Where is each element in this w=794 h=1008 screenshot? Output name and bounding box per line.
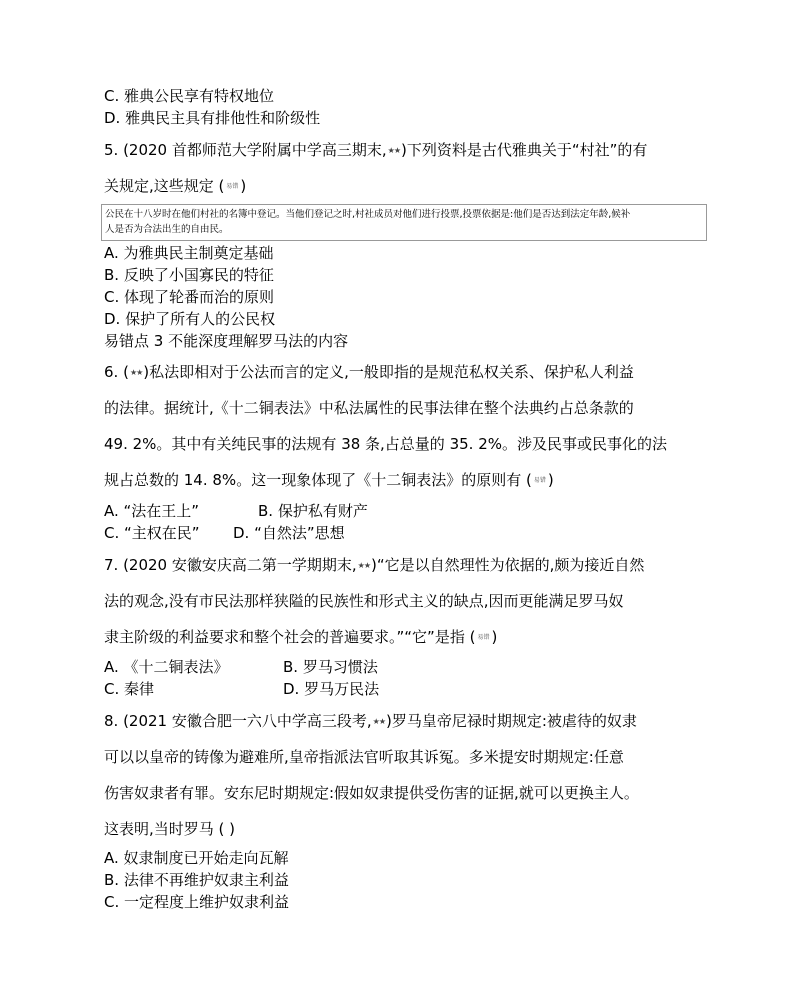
q7-stem-line-3: 隶主阶级的利益要求和整个社会的普遍要求。”“它”是指 ( 易错 ) [104,628,498,646]
difficulty-mark-icon: ★★ [372,716,385,726]
q5-option-a: A. 为雅典民主制奠定基础 [104,244,274,262]
q5-stem-line-2: 关规定,这些规定 ( 易错 ) [104,177,247,195]
q6-option-a: A. “法在王上” [104,502,200,520]
q5-source-line-2: 人是否为合法出生的自由民。 [105,224,229,235]
q6-stem-line-1: 6. (★★)私法即相对于公法而言的定义,一般即指的是规范私权关系、保护私人利益 [104,363,634,381]
q8-option-b: B. 法律不再维护奴隶主利益 [104,871,289,889]
q8-stem-line-3: 伤害奴隶者有罪。安东尼时期规定:假如奴隶提供受伤害的证据,就可以更换主人。 [104,784,639,802]
q8-stem-line-2: 可以以皇帝的铸像为避难所,皇帝指派法官听取其诉冤。多米提安时期规定:任意 [104,748,624,766]
q7-stem-line-2: 法的观念,没有市民法那样狭隘的民族性和形式主义的缺点,因而更能满足罗马奴 [104,592,624,610]
q6-option-d: D. “自然法”思想 [233,524,345,542]
q8-stem-line-1: 8. (2021 安徽合肥一六八中学高三段考,★★)罗马皇帝尼禄时期规定:被虐待的奴隶 [104,712,637,730]
section-title: 易错点 3 不能深度理解罗马法的内容 [104,332,349,350]
q5-option-c: C. 体现了轮番而治的原则 [104,288,275,306]
difficulty-mark-icon: ★★ [387,145,400,155]
q7-stem-line-1: 7. (2020 安徽安庆高二第一学期期末,★★)“它是以自然理性为依据的,颇为接近自然 [104,556,645,574]
difficulty-mark-icon: ★★ [129,367,143,377]
q7-option-d: D. 罗马万民法 [283,680,380,698]
q7-option-b: B. 罗马习惯法 [283,658,378,676]
q7-option-c: C. 秦律 [104,680,155,698]
q6-option-c: C. “主权在民” [104,524,200,542]
q5-source-box [101,204,707,241]
difficulty-mark-icon: ★★ [357,560,370,570]
q5-option-d: D. 保护了所有人的公民权 [104,310,276,328]
q5-source-line-1: 公民在十八岁时在他们村社的名簿中登记。当他们登记之时,村社成员对他们进行投票,投票依据是:他们是否达到法定年龄,候补 [105,209,631,220]
q4-option-d: D. 雅典民主具有排他性和阶级性 [104,109,321,127]
q5-stem-line-1: 5. (2020 首都师范大学附属中学高三期末,★★)下列资料是古代雅典关于“村社”的有 [104,141,648,159]
q8-stem-line-4: 这表明,当时罗马 ( ) [104,820,236,838]
q6-stem-line-3: 49. 2%。其中有关纯民事的法规有 38 条,占总量的 35. 2%。涉及民事或民事化的法 [104,435,668,453]
q8-option-a: A. 奴隶制度已开始走向瓦解 [104,849,289,867]
q5-option-b: B. 反映了小国寡民的特征 [104,266,274,284]
q4-option-c: C. 雅典公民享有特权地位 [104,87,275,105]
q8-option-c: C. 一定程度上维护奴隶利益 [104,893,290,911]
q6-stem-line-4: 规占总数的 14. 8%。这一现象体现了《十二铜表法》的原则有 ( 易错 ) [104,471,554,489]
answer-badge-icon: 易错 [533,476,546,484]
q6-option-b: B. 保护私有财产 [258,502,368,520]
answer-badge-icon: 易错 [477,633,490,641]
q6-stem-line-2: 的法律。据统计,《十二铜表法》中私法属性的民事法律在整个法典约占总条款的 [104,399,634,417]
answer-badge-icon: 易错 [226,182,239,190]
q7-option-a: A. 《十二铜表法》 [104,658,229,676]
